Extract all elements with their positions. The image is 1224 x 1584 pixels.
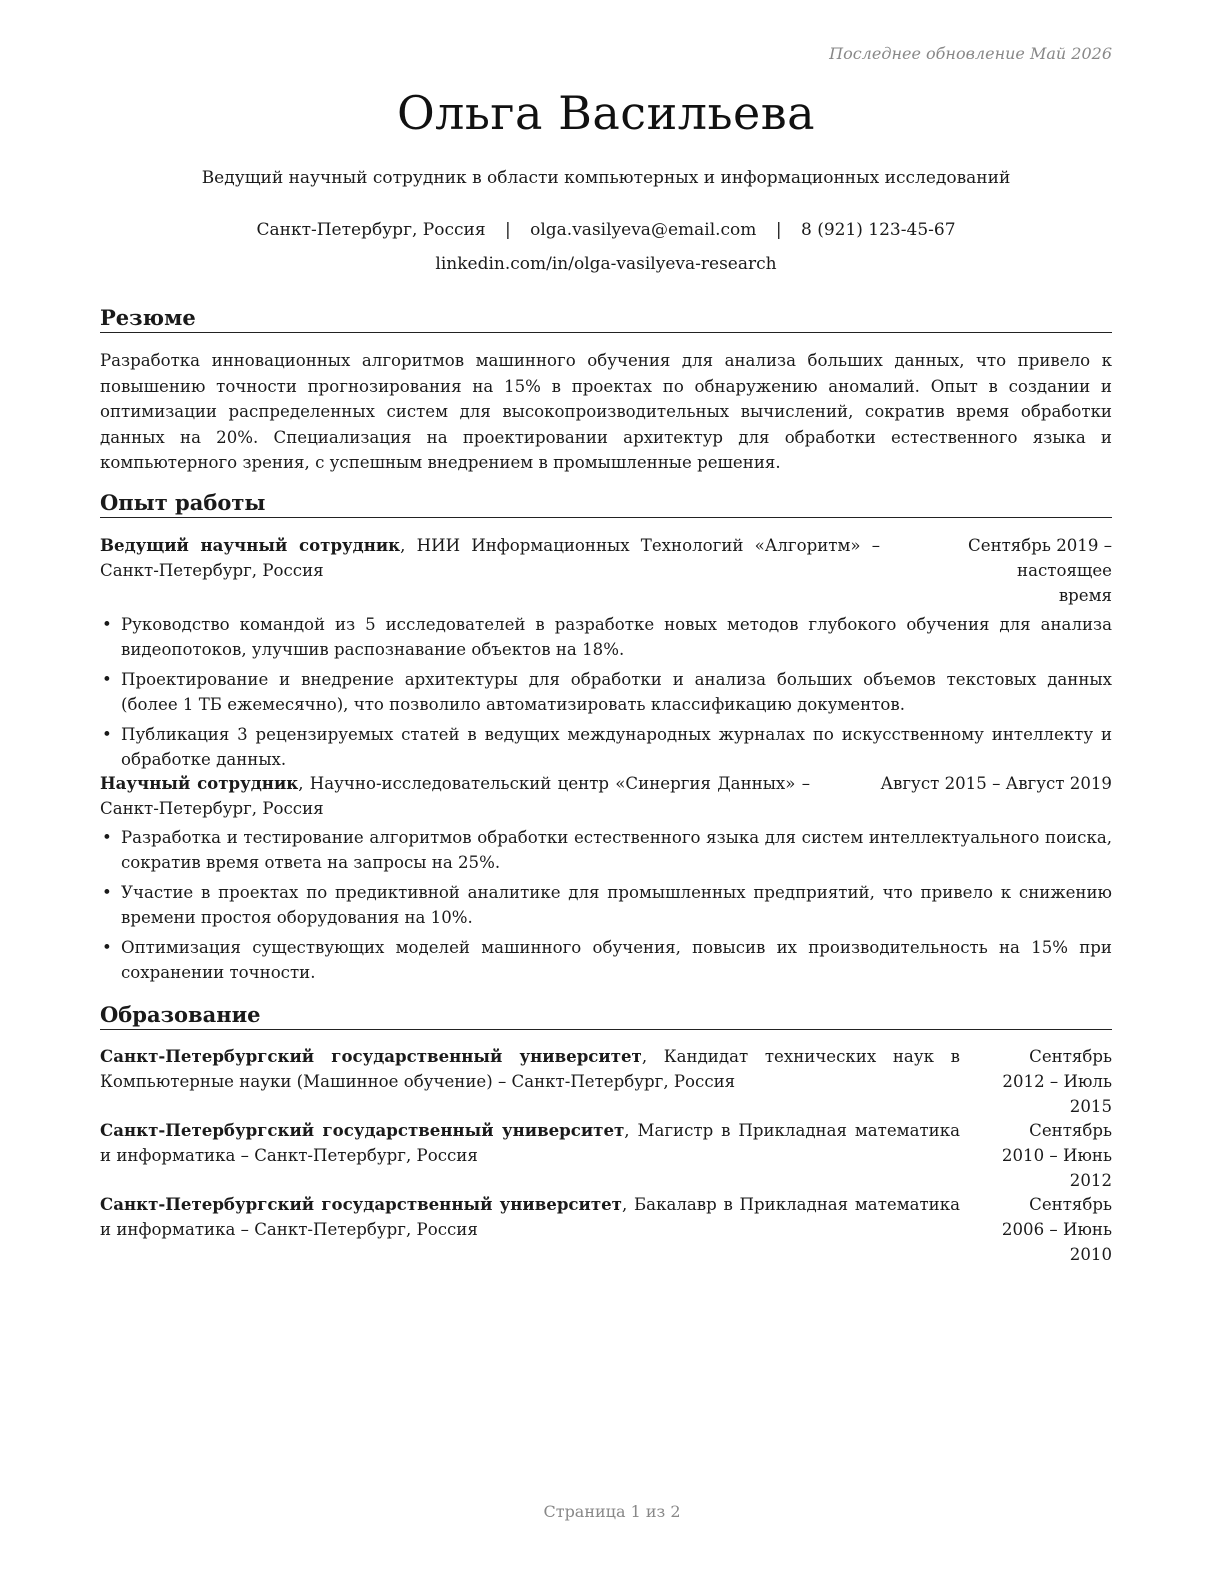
list-item [100, 667, 1112, 717]
job-header [100, 533, 1112, 608]
bullet-icon: • [102, 938, 112, 957]
education-header [100, 1118, 1112, 1193]
contact-line [100, 220, 1112, 240]
bullet-icon: • [102, 883, 112, 902]
list-item [100, 612, 1112, 662]
bullet-icon: • [102, 828, 112, 847]
degree-details: , Магистр в Прикладная математика и информатика – Санкт-Петербург, Россия [100, 1121, 960, 1165]
job-title-line [100, 771, 810, 821]
list-item-text: Участие в проектах по предиктивной аналитике для промышленных предприятий, что привело к снижению времени простоя оборудования на 10%. [121, 883, 1112, 927]
education-entry [100, 1118, 1112, 1193]
education-entry [100, 1192, 1112, 1267]
education-title-line [100, 1044, 960, 1119]
job-subtitle: Ведущий научный сотрудник в области компьютерных и информационных исследований [201, 168, 1011, 188]
education-entry [100, 1044, 1112, 1119]
education-title-line [100, 1192, 960, 1267]
list-item-text: Руководство командой из 5 исследователей в разработке новых методов глубокого обучения для анализа видеопотоков, улучшив распознавание объектов на 18%. [121, 615, 1112, 659]
bullet-icon: • [102, 725, 112, 744]
job-entry [100, 533, 1112, 777]
job-bullets [100, 825, 1112, 985]
contact-separator: | [504, 220, 511, 240]
section-title-experience: Опыт работы [100, 490, 1112, 518]
list-item-text: Публикация 3 рецензируемых статей в ведущих международных журналах по искусственному интеллекту и обработке данных. [121, 725, 1112, 769]
degree-details: , Бакалавр в Прикладная математика и информатика – Санкт-Петербург, Россия [100, 1195, 961, 1239]
school-name: Санкт-Петербургский государственный университет [100, 1194, 622, 1214]
job-dates: Август 2015 – Август 2019 [880, 774, 1112, 793]
job-entry [100, 771, 1112, 990]
list-item [100, 825, 1112, 875]
list-item-text: Оптимизация существующих моделей машинного обучения, повысив их производительность на 15% при сохранении точности. [121, 938, 1112, 982]
summary-text: Разработка инновационных алгоритмов машинного обучения для анализа больших данных, что привело к повышению точности прогнозирования на 15% в проектах по обнаружению аномалий. Опыт в создании и оптимизации распределенных систем для высокопроизводительных вычислений, сократив время обработки данных на 20%. Специализация на проектировании архитектур для обработки естественного языка и компьютерного зрения, с успешным внедрением в промышленные решения. [100, 351, 1112, 472]
list-item [100, 722, 1112, 772]
job-header [100, 771, 1112, 821]
page-number: Страница 1 из 2 [543, 1502, 681, 1521]
job-role: Ведущий научный сотрудник [100, 535, 401, 555]
bullet-icon: • [102, 670, 112, 689]
job-details: , Научно-исследовательский центр «Синергия Данных» – Санкт-Петербург, Россия [100, 774, 810, 818]
phone-text: 8 (921) 123-45-67 [800, 220, 956, 240]
job-role: Научный сотрудник [100, 773, 299, 793]
section-title-education: Образование [100, 1002, 1112, 1030]
list-item-text: Проектирование и внедрение архитектуры для обработки и анализа больших объемов текстовых данных (более 1 ТБ ежемесячно), что позволило автоматизировать классификацию документов. [121, 670, 1112, 714]
school-name: Санкт-Петербургский государственный университет [100, 1046, 642, 1066]
education-dates: Сентябрь 2006 – Июнь 2010 [1001, 1195, 1112, 1264]
linkedin-link[interactable]: linkedin.com/in/olga-vasilyeva-research [435, 254, 777, 274]
list-item [100, 935, 1112, 985]
contact-separator: | [775, 220, 782, 240]
list-item-text: Разработка и тестирование алгоритмов обработки естественного языка для систем интеллектуального поиска, сократив время ответа на запросы на 25%. [121, 828, 1112, 872]
section-title-summary: Резюме [100, 305, 1112, 333]
education-dates: Сентябрь 2012 – Июль 2015 [1002, 1047, 1112, 1116]
job-title-line [100, 533, 880, 608]
job-details: , НИИ Информационных Технологий «Алгоритм» – Санкт-Петербург, Россия [100, 536, 880, 580]
list-item [100, 880, 1112, 930]
last-updated: Последнее обновление Май 2026 [829, 44, 1112, 63]
education-header [100, 1192, 1112, 1267]
job-bullets [100, 612, 1112, 772]
education-header [100, 1044, 1112, 1119]
school-name: Санкт-Петербургский государственный университет [100, 1120, 625, 1140]
location-text: Санкт-Петербург, Россия [256, 220, 486, 240]
person-name: Ольга Васильева [396, 86, 816, 140]
education-title-line [100, 1118, 960, 1193]
email-link[interactable]: olga.vasilyeva@email.com [530, 220, 757, 240]
degree-details: , Кандидат технических наук в Компьютерные науки (Машинное обучение) – Санкт-Петербург, Россия [100, 1047, 960, 1091]
education-dates: Сентябрь 2010 – Июнь 2012 [1001, 1121, 1112, 1190]
bullet-icon: • [102, 615, 112, 634]
job-dates: Сентябрь 2019 – настоящее время [968, 536, 1112, 605]
